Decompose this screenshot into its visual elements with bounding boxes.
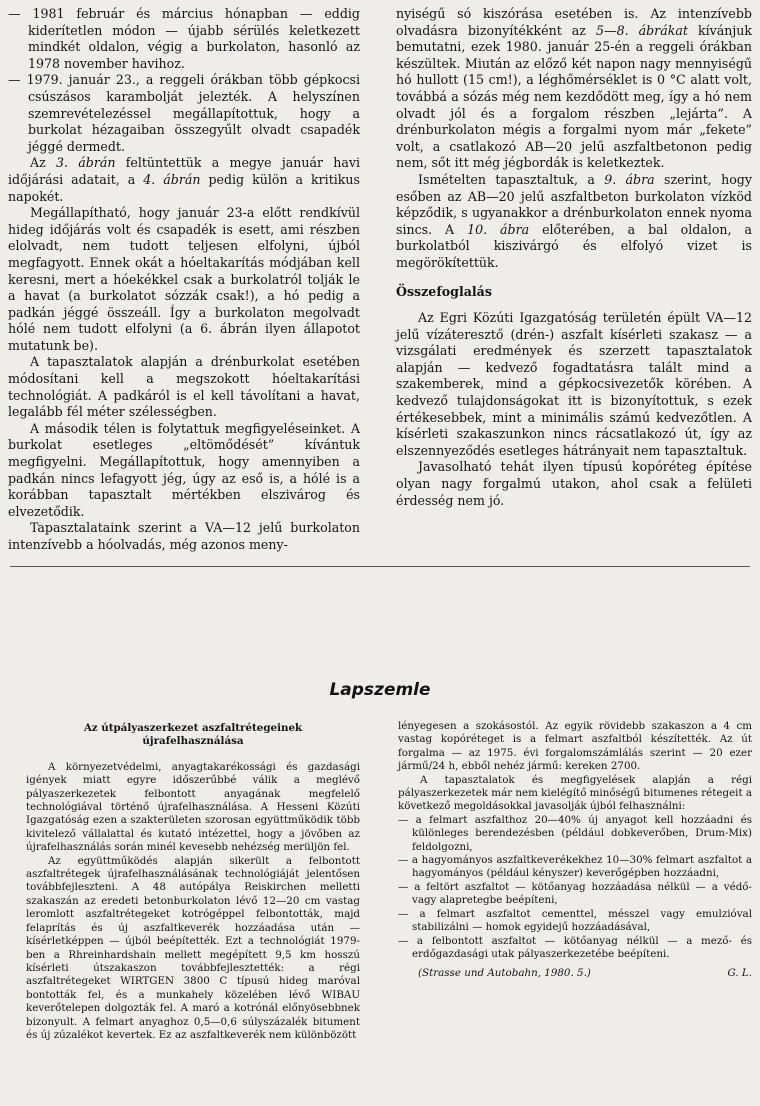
paragraph: A második télen is folytattuk megfigyeléseinket. A burkolat esetleges „eltömődését” kívántuk megfigyelni. Megállapítottuk, hogy amennyiben a padkán nincs lefagyott jég, úgy az eső is, a hólé is a korábban tapasztalt mértékben elszivárog és elvezetődik. bbox=[8, 420, 360, 519]
bottom-left-column bbox=[26, 720, 360, 1042]
list-item: — a hagyományos aszfaltkeverékekhez 10—30% felmart aszfaltot a hagyományos (például kényszer) keverőgépben hozzáadni, bbox=[398, 854, 752, 880]
paragraph: Javasolható tehát ilyen típusú kopóréteg építése olyan nagy forgalmú utakon, ahol csak a felületi érdesség nem jó. bbox=[396, 459, 752, 508]
paragraph: A tapasztalatok alapján a drénburkolat esetében módosítani kell a megszokott hóeltakarítási technológiát. A padkáról is el kell távolítani a havat, legalább fél méter szélességben. bbox=[8, 354, 360, 420]
paragraph: Megállapítható, hogy január 23-a előtt rendkívül hideg időjárás volt és csapadék is esett, ami részben elolvadt, nem tudott teljesen elfolyni, újból megfagyott. Ennek okát a hóeltakarítás módjában kell keresni, mert a hóekékkel csak a burkolatról tolják le a havat (a burkolatot sózzák csak!), a hó pedig a padkán jéggé összeáll. Így a burkolaton megolvadt hólé nem tudott elfolyni (a 6. ábrán ilyen állapotot mutatunk be). bbox=[8, 205, 360, 353]
paragraph: — 1979. január 23., a reggeli órákban több gépkocsi csúszásos karambolját jelezték. A helyszínen szemrevételezéssel megállapítottuk, hogy a burkolat hézagaiban összegyűlt olvadt csapadék jéggé dermedt. bbox=[8, 72, 360, 154]
paragraph: — 1981 február és március hónapban — eddig kiderítetlen módon — újabb sérülés keletkezett mindkét oldalon, végig a burkolaton, hasonló az 1978 november havihoz. bbox=[8, 6, 360, 71]
list-item: — a felbontott aszfaltot — kötőanyag nélkül — a mező- és erdőgazdasági utak pályaszerkezetébe beépíteni. bbox=[398, 934, 752, 960]
list-item: — a felmart aszfaltot cementtel, mésszel vagy emulzióval stabilizálni — homok egyidejű hozzáadásával, bbox=[398, 907, 752, 934]
article-title: Az útpályaszerkezet aszfaltrétegeinek újrafelhasználása bbox=[83, 722, 303, 748]
paragraph: A tapasztalatok és megfigyelések alapján a régi pályaszerkezetek már nem kielégítő minőségű bitumenes rétegeit a következő megoldásokkal javasolják újból felhasználni: bbox=[398, 773, 753, 813]
paragraph: Ismételten tapasztaltuk, a 9. ábra szerint, hogy esőben az AB—20 jelű aszfaltbeton burkolaton vízköd képződik, s ugyanakkor a drénburkolaton ennek nyoma sincs. A 10. ábra előterében, a bal oldalon, a burkolatból kiszivárgó és elfolyó vizet is megörökítettük. bbox=[396, 171, 752, 270]
paragraph: Tapasztalataink szerint a VA—12 jelű burkolaton intenzívebb a hóolvadás, még azonos meny- bbox=[8, 520, 360, 552]
divider bbox=[10, 566, 750, 567]
list-item: — a felmart aszfalthoz 20—40% új anyagot kell hozzáadni és különleges berendezésben (például dobkeverőben, Drum-Mix) feldolgozni, bbox=[398, 813, 752, 853]
paragraph: Az Egri Közúti Igazgatóság területén épült VA—12 jelű vízáteresztő (drén-) aszfalt kísérleti szakasz — a vizsgálati eredmények és szerzett tapasztalatok alapján — kedvező fogadtatásra talált mind a szakemberek, mind a gépkocsivezetők körében. A kedvező tulajdonságokat itt is bizonyítottuk, s ezek értékesebbek, mint a minimális számú kedvezőtlen. A kísérleti szakaszunkon nincs rácsatlakozó út, így az elszennyeződés esetleges hátrányait nem tapasztaltuk. bbox=[396, 310, 752, 458]
source-citation: (Strasse und Autobahn, 1980. 5.) bbox=[418, 967, 591, 980]
list-item: — a feltört aszfaltot — kötőanyag hozzáadása nélkül — a védő- vagy alapretegbe beépíteni, bbox=[398, 880, 752, 907]
top-right-column bbox=[396, 6, 752, 509]
paragraph: lényegesen a szokásostól. Az egyik rövidebb szakaszon a 4 cm vastag kopóréteget is a felmart aszfaltból készítették. Az út forgalma — az 1975. évi forgalomszámlálás szerint — 20 ezer jármű/24 h, ebből nehéz jármű: kereken 2700. bbox=[398, 720, 752, 773]
top-left-column bbox=[8, 6, 360, 554]
bottom-right-column bbox=[398, 720, 752, 981]
paragraph: A környezetvédelmi, anyagtakarékossági és gazdasági igények miatt egyre időszerűbbé válik a meglévő pályaszerkezetek felbontott anyagának megfelelő technológiával történő újrafelhasználása. A Hesseni Közúti Igazgatóság ezen a szakterületen szorosan együttműködik több kivitelező vállalattal és kutató intézettel, hogy a jövőben az újrafelhasználás során minél kevesebb nehézség merüljön fel. bbox=[26, 760, 360, 854]
paragraph: Az együttműködés alapján sikerült a felbontott aszfaltrétegek újrafelhasználásának technológiáját jelentősen továbbfejleszteni. A 48 autópálya Reiskirchen melletti szakaszán az eredeti betonburkolaton lévő 12—20 cm vastag leromlott aszfaltrétegeket kotrógéppel felbontották, majd felaprítás és új aszfaltkeverék hozzáadása után — kísérletképpen — újból beépítették. Ezt a technológiát 1979-ben a Rhreinhardshain mellett megépített 9,5 km hosszú kísérleti útszakaszon továbbfejlesztették: a régi aszfaltrétegeket WIRTGEN 3800 C típusú hideg maróval bontották fel, és a munkahely közelében lévő WIBAU keverőtelepen dolgozták fel. A maró a kotrónál előnyösebbnek bizonyult. A felmart anyaghoz 0,5—0,6 súlyszázalék bitument és új zúzalékot kevertek. Ez az aszfaltkeverék nem különbözött bbox=[26, 854, 360, 1041]
paragraph: nyiségű só kiszórása esetében is. Az intenzívebb olvadásra bizonyítékként az 5—8. ábrákat kívánjuk bemutatni, ezek 1980. január 25-én a reggeli órákban készültek. Miután az előző két napon nagy mennyiségű hó hullott (15 cm!), a léghőmérséklet is 0 °C alatt volt, továbbá a sózás még nem kezdődött meg, így a hó nem olvadt jól és a forgalom részben „lejárta”. A drénburkolaton mégis a forgalmi nyom már „fekete” volt, a csatlakozó AB—20 jelű aszfaltbetonon pedig nem, sőt itt még jégbordák is keletkeztek. bbox=[396, 6, 752, 171]
author-initials: G. L. bbox=[727, 967, 752, 980]
section-title: Lapszemle bbox=[329, 680, 431, 700]
paragraph: Az 3. ábrán feltüntettük a megye január havi időjárási adatait, a 4. ábrán pedig külön a kritikus napokét. bbox=[8, 155, 360, 204]
source-line bbox=[398, 967, 752, 980]
section-heading: Összefoglalás bbox=[396, 283, 492, 299]
